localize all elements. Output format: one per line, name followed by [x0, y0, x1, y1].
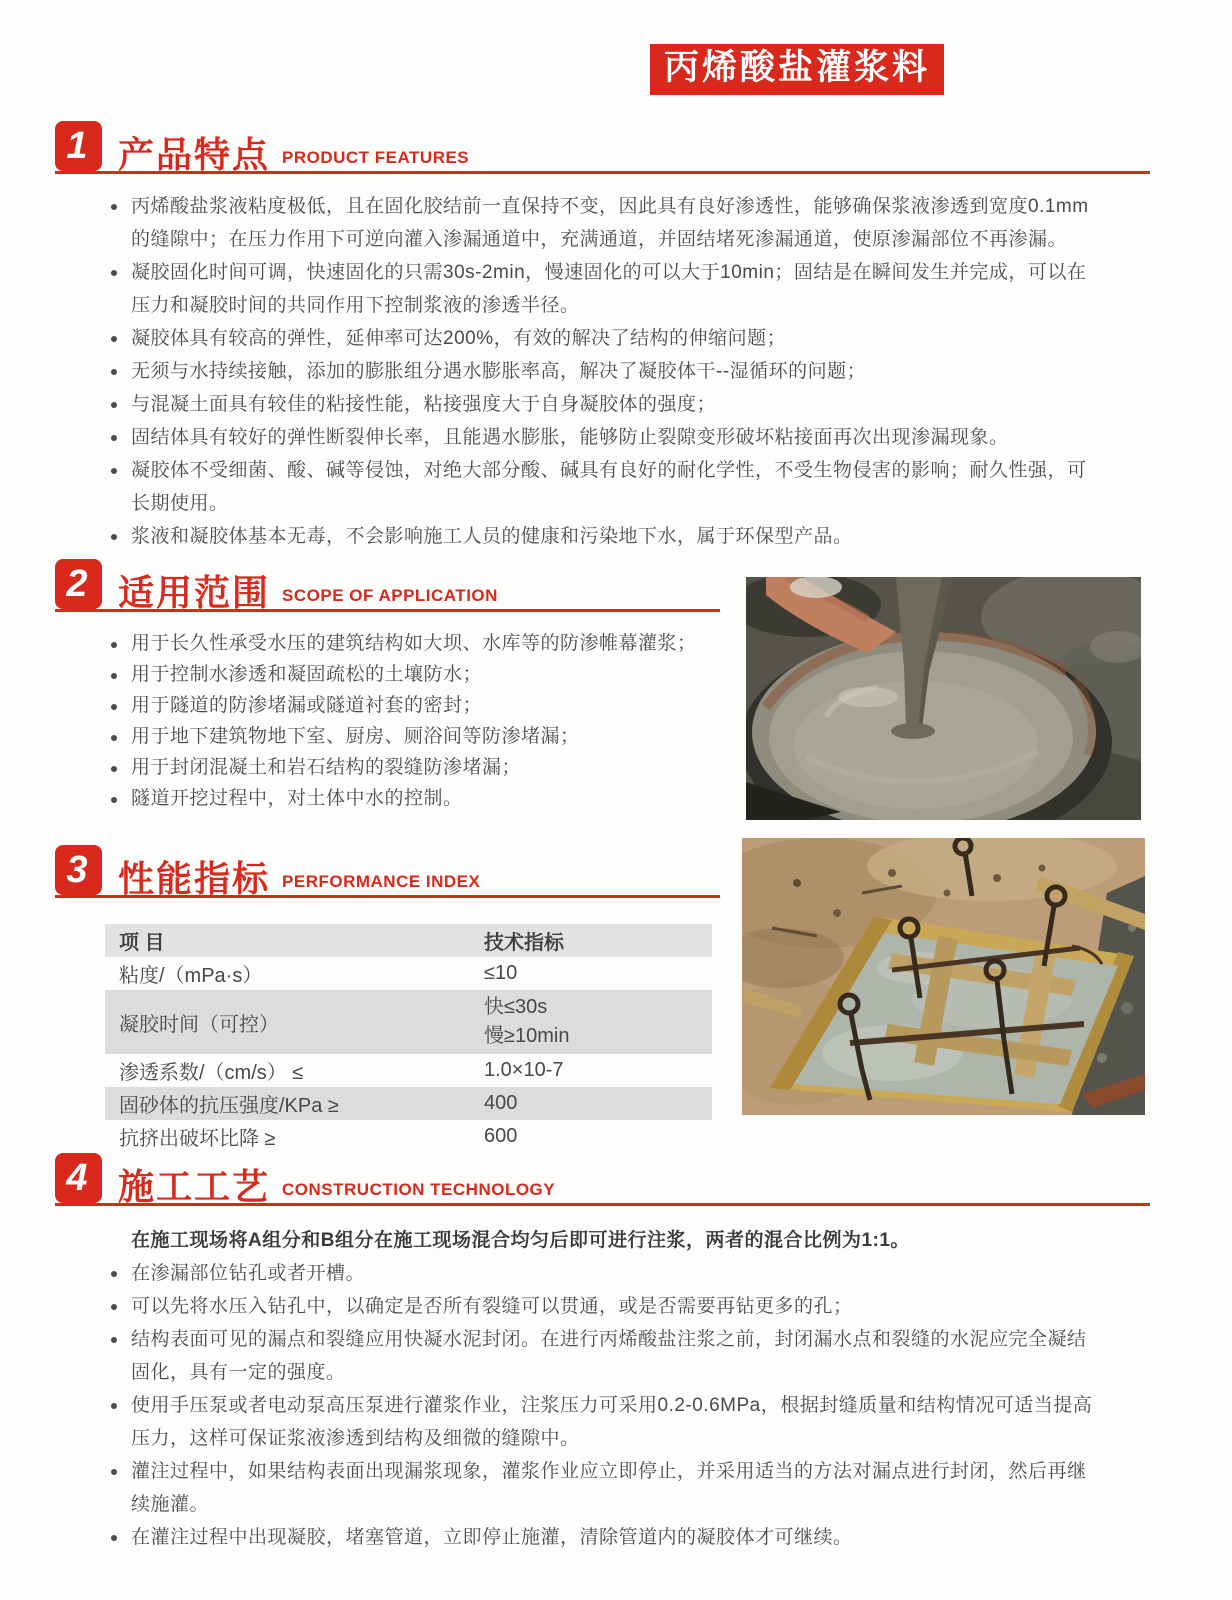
feature-item: 丙烯酸盐浆液粘度极低，且在固化胶结前一直保持不变，因此具有良好渗透性，能够确保浆液渗透到宽度0.1mm的缝隙中；在压力作用下可逆向灌入渗漏通道中，充满通道，并固结堵死渗漏通道，使原渗漏部位不再渗漏。 [105, 190, 1105, 256]
cell-value: 400 [484, 1092, 518, 1114]
feature-item: 凝胶固化时间可调，快速固化的只需30s-2min，慢速固化的可以大于10min；固结是在瞬间发生并完成，可以在压力和凝胶时间的共同作用下控制浆液的渗透半径。 [105, 256, 1105, 322]
section-header [55, 556, 720, 612]
feature-item: 浆液和凝胶体基本无毒，不会影响施工人员的健康和污染地下水，属于环保型产品。 [105, 520, 1105, 553]
cell-item: 凝胶时间（可控） [119, 1013, 279, 1036]
section-header [55, 118, 1150, 174]
procedure-item: 灌注过程中，如果结构表面出现漏浆现象，灌浆作业应立即停止，并采用适当的方法对漏点进行封闭，然后再继续施灌。 [105, 1455, 1105, 1521]
grout-slurry-mixing-illustration [746, 577, 1141, 820]
cell-item: 固砂体的抗压强度/KPa ≥ [119, 1095, 339, 1117]
product-title-banner: 丙烯酸盐灌浆料 [650, 44, 944, 95]
table-row [105, 957, 712, 990]
procedure-item: 可以先将水压入钻孔中，以确定是否所有裂缝可以贯通，或是否需要再钻更多的孔； [105, 1290, 1105, 1323]
cell-value: 600 [484, 1125, 518, 1147]
application-item: 用于隧道的防渗堵漏或隧道衬套的密封； [105, 690, 735, 721]
column-header-spec: 技术指标 [484, 932, 564, 954]
cell-item: 渗透系数/（cm/s） ≤ [119, 1062, 304, 1084]
section-header [55, 842, 720, 898]
section-title: 施工工艺 [118, 1166, 271, 1207]
procedure-item: 在渗漏部位钻孔或者开槽。 [105, 1257, 1105, 1290]
application-item: 用于长久性承受水压的建筑结构如大坝、水库等的防渗帷幕灌浆； [105, 628, 735, 659]
section-subtitle-en: SCOPE OF APPLICATION [282, 586, 498, 605]
section-header [55, 1150, 1150, 1206]
table-row [105, 1120, 712, 1153]
cell-value: 1.0×10-7 [484, 1059, 564, 1081]
cell-item: 抗挤出破坏比降 ≥ [119, 1128, 276, 1150]
application-item: 隧道开挖过程中，对土体中水的控制。 [105, 783, 735, 814]
application-list [55, 628, 735, 814]
table-row [105, 1054, 712, 1087]
mixing-ratio-intro: 在施工现场将A组分和B组分在施工现场混合均匀后即可进行注浆，两者的混合比例为1:1。 [131, 1230, 910, 1251]
table-row [105, 990, 712, 1054]
section-title: 产品特点 [118, 134, 271, 175]
section-number-badge: 3 [55, 845, 102, 895]
column-header-item: 项 目 [119, 932, 165, 954]
cell-value-line2: 慢≥10min [484, 1025, 570, 1047]
procedure-item: 结构表面可见的漏点和裂缝应用快凝水泥封闭。在进行丙烯酸盐注浆之前，封闭漏水点和裂缝的水泥应完全凝结固化，具有一定的强度。 [105, 1323, 1105, 1389]
section-number-badge: 4 [55, 1153, 102, 1203]
section-title: 适用范围 [118, 572, 271, 613]
concrete-formwork-photo [742, 838, 1145, 1115]
section-number-badge: 1 [55, 121, 102, 171]
feature-list [55, 190, 1105, 553]
feature-item: 与混凝土面具有较佳的粘接性能，粘接强度大于自身凝胶体的强度； [105, 388, 1105, 421]
table-header-row [105, 924, 712, 957]
procedure-item: 在灌注过程中出现凝胶，堵塞管道，立即停止施灌，清除管道内的凝胶体才可继续。 [105, 1521, 1105, 1554]
feature-item: 无须与水持续接触，添加的膨胀组分遇水膨胀率高，解决了凝胶体干--湿循环的问题； [105, 355, 1105, 388]
application-item: 用于控制水渗透和凝固疏松的土壤防水； [105, 659, 735, 690]
concrete-formwork-illustration [742, 838, 1145, 1115]
cell-item: 粘度/（mPa·s） [119, 965, 263, 987]
section-subtitle-en: PRODUCT FEATURES [282, 148, 470, 167]
application-item: 用于封闭混凝土和岩石结构的裂缝防渗堵漏； [105, 752, 735, 783]
section-title: 性能指标 [118, 858, 271, 899]
section-subtitle-en: PERFORMANCE INDEX [282, 872, 481, 891]
application-item: 用于地下建筑物地下室、厨房、厕浴间等防渗堵漏； [105, 721, 735, 752]
table-row [105, 1087, 712, 1120]
procedure-list [55, 1257, 1105, 1554]
section-subtitle-en: CONSTRUCTION TECHNOLOGY [282, 1180, 556, 1199]
section-number-badge: 2 [55, 559, 102, 609]
section-construction-technology [55, 1150, 1165, 1554]
cell-value-line1: 快≤30s [484, 996, 548, 1018]
performance-table [105, 924, 712, 1153]
feature-item: 凝胶体不受细菌、酸、碱等侵蚀，对绝大部分酸、碱具有良好的耐化学性，不受生物侵害的影响；耐久性强，可长期使用。 [105, 454, 1105, 520]
section-product-features [55, 118, 1165, 553]
cell-value: ≤10 [484, 962, 518, 984]
procedure-item: 使用手压泵或者电动泵高压泵进行灌浆作业，注浆压力可采用0.2-0.6MPa，根据封缝质量和结构情况可适当提高压力，这样可保证浆液渗透到结构及细微的缝隙中。 [105, 1389, 1105, 1455]
cell-value [470, 990, 712, 1054]
grout-slurry-mixing-photo [746, 577, 1141, 820]
feature-item: 固结体具有较好的弹性断裂伸长率，且能遇水膨胀，能够防止裂隙变形破坏粘接面再次出现渗漏现象。 [105, 421, 1105, 454]
feature-item: 凝胶体具有较高的弹性，延伸率可达200%，有效的解决了结构的伸缩问题； [105, 322, 1105, 355]
